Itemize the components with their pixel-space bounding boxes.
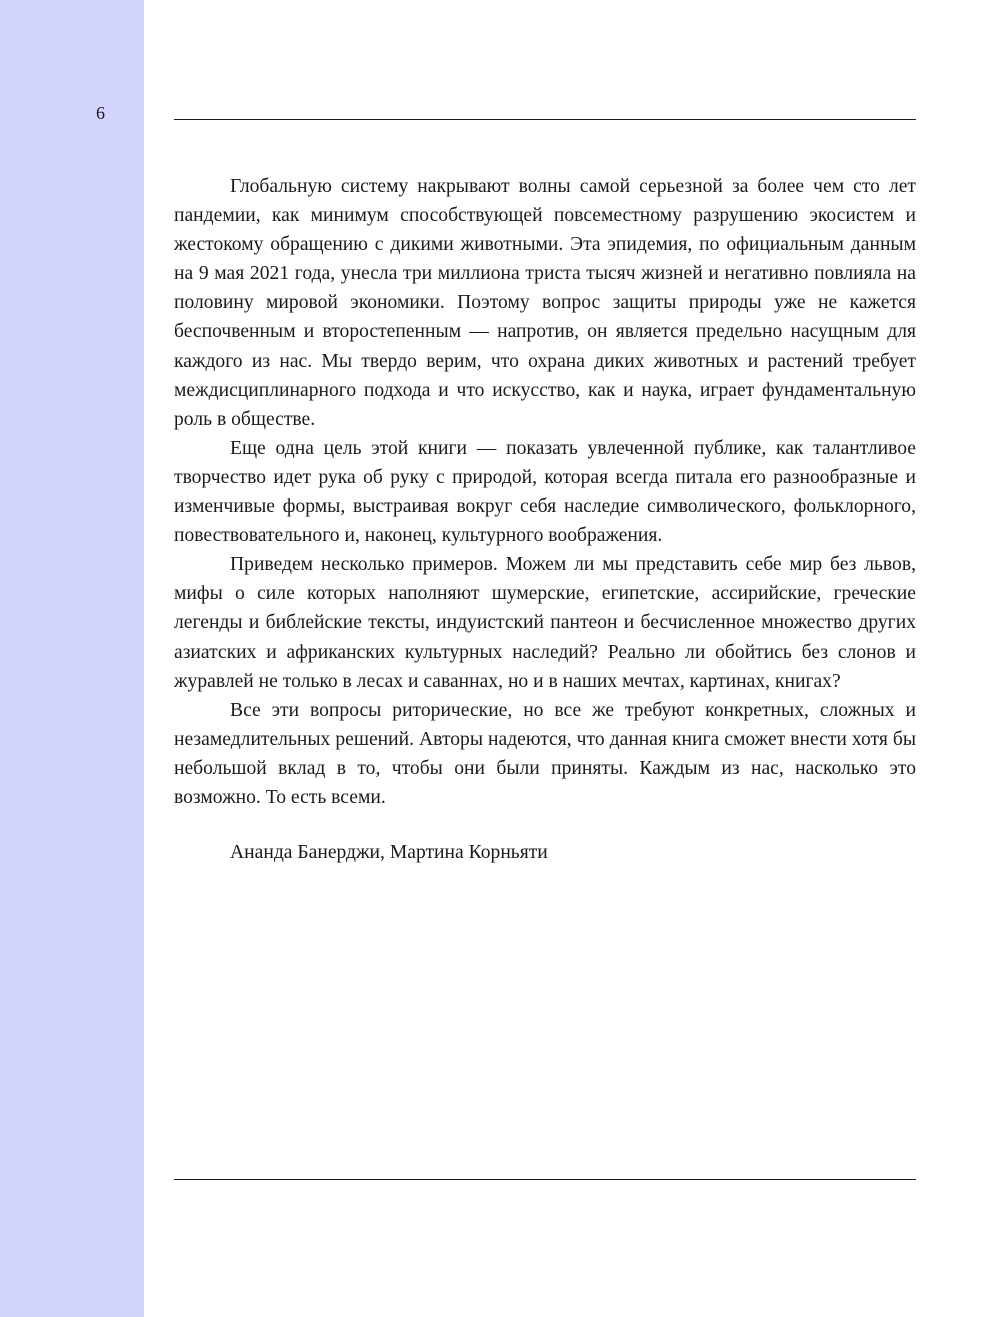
header-rule bbox=[174, 119, 916, 120]
page-number: 6 bbox=[96, 103, 105, 123]
paragraph-2: Еще одна цель этой книги — показать увлеченной публике, как талантливое творчество идет рука об руку с природой, которая всегда питала его разнообразные и изменчивые формы, выстраивая вокруг себя наследие символического, фольклорного, повествовательного и, наконец, культурного воображения. bbox=[174, 437, 916, 547]
paragraph-1: Глобальную систему накрывают волны самой серьезной за более чем сто лет пандемии, как минимум способствующей повсеместному разрушению экосистем и жестокому обращению с дикими животными. Эта эпидемия, по официальным данным на 9 мая 2021 года, унесла три миллиона триста тысяч жизней и негативно повлияла на половину мировой экономики. Поэтому вопрос защиты природы уже не кажется беспочвенным и второстепенным — напротив, он является предельно насущным для каждого из нас. Мы твердо верим, что охрана диких животных и растений требует междисциплинарного подхода и что искусство, как и наука, играет фундаментальную роль в обществе. bbox=[174, 176, 916, 430]
body-text bbox=[174, 172, 916, 812]
page-margin-sidebar bbox=[0, 0, 144, 1317]
authors-signature: Ананда Банерджи, Мартина Корньяти bbox=[230, 842, 548, 863]
paragraph-4: Все эти вопросы риторические, но все же требуют конкретных, сложных и незамедлительных решений. Авторы надеются, что данная книга сможет внести хотя бы небольшой вклад в то, чтобы они были приняты. Каждым из нас, насколько это возможно. То есть всеми. bbox=[174, 699, 916, 808]
footer-rule bbox=[174, 1179, 916, 1180]
paragraph-3: Приведем несколько примеров. Можем ли мы представить себе мир без львов, мифы о силе которых наполняют шумерские, египетские, ассирийские, греческие легенды и библейские тексты, индуистский пантеон и бесчисленное множество других азиатских и африканских культурных наследий? Реально ли обойтись без слонов и журавлей не только в лесах и саваннах, но и в наших мечтах, картинах, книгах? bbox=[174, 554, 916, 692]
